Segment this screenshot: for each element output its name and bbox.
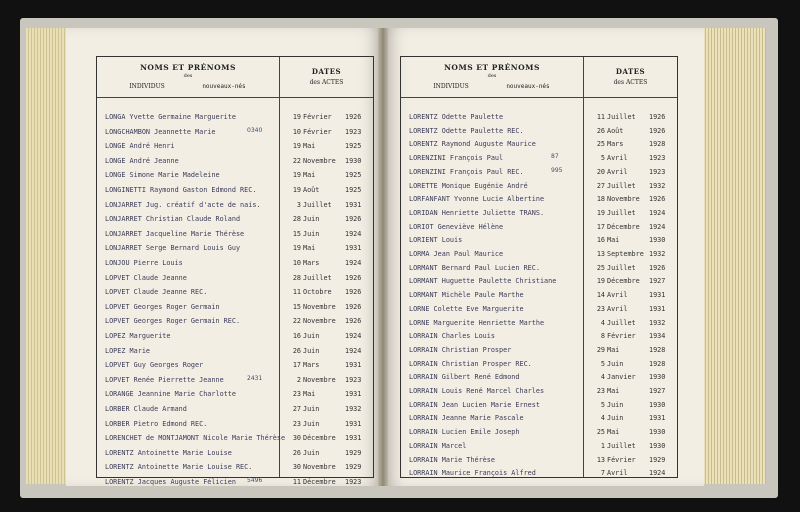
register-entry xyxy=(401,414,677,426)
entry-handwritten-note: 87 xyxy=(551,153,559,161)
entry-month: Mai xyxy=(607,387,620,395)
entry-month: Mai xyxy=(607,345,620,354)
entry-year: 1931 xyxy=(649,414,666,423)
entry-name: LORRAIN Charles Louis xyxy=(409,332,495,341)
entry-name: LONJARRET Jacqueline Marie Thérèse xyxy=(105,229,245,238)
entry-name: LORRAIN Jean Lucien Marie Ernest xyxy=(409,400,540,409)
entry-year: 1931 xyxy=(345,434,362,443)
dates-column-subtitle: des ACTES xyxy=(309,79,344,86)
entry-day: 4 xyxy=(600,318,605,327)
names-column-des: des xyxy=(183,73,193,79)
register-entry xyxy=(401,346,677,358)
entry-month: Juillet xyxy=(607,181,636,190)
entry-day: 11 xyxy=(292,478,301,486)
register-entry xyxy=(401,195,677,207)
entry-day: 15 xyxy=(292,229,301,238)
entry-month: Février xyxy=(303,113,332,121)
entry-name: LORETTE Monique Eugénie André xyxy=(409,181,528,190)
entry-handwritten-note: 0340 xyxy=(247,126,263,134)
entry-month: Juillet xyxy=(607,318,636,327)
entry-year: 1926 xyxy=(649,263,666,272)
entry-handwritten-note: 995 xyxy=(551,166,563,174)
entry-name: LORENTZ Odette Paulette REC. xyxy=(409,126,524,135)
entry-month: Décembre xyxy=(303,434,336,443)
entry-name: LORIENT Louis xyxy=(409,236,463,245)
entry-month: Juillet xyxy=(607,263,636,272)
entry-name: LORMANT Michèle Paule Marthe xyxy=(409,291,524,300)
register-entry xyxy=(97,215,373,227)
entry-month: Mai xyxy=(303,171,316,180)
entry-day: 23 xyxy=(292,419,301,428)
entry-year: 1923 xyxy=(345,478,362,486)
entry-year: 1932 xyxy=(649,181,666,190)
register-entry xyxy=(401,223,677,235)
entry-year: 1931 xyxy=(345,419,362,428)
entry-year: 1923 xyxy=(345,127,362,136)
entry-day: 4 xyxy=(600,373,605,382)
register-entry xyxy=(401,469,677,481)
entry-day: 28 xyxy=(292,273,301,282)
register-entry xyxy=(97,113,373,125)
entry-year: 1926 xyxy=(345,317,362,326)
entry-name: LORBER Claude Armand xyxy=(105,405,187,413)
entry-month: Mars xyxy=(303,361,320,370)
entry-day: 11 xyxy=(292,288,301,297)
entry-day: 25 xyxy=(596,428,605,437)
entry-name: LORRAIN Jeanne Marie Pascale xyxy=(409,414,524,423)
entry-name: LORENTZ Antoinette Marie Louise REC. xyxy=(105,463,253,472)
entry-day: 16 xyxy=(292,332,301,340)
entry-year: 1926 xyxy=(649,126,666,135)
register-entry xyxy=(97,376,373,388)
entry-name: LORENCHET de MONTJAMONT Nicole Marie Thérèse xyxy=(105,434,286,443)
entry-month: Novembre xyxy=(303,156,336,165)
entry-month: Août xyxy=(303,186,320,194)
entry-name: LORRAIN Christian Prosper REC. xyxy=(409,359,532,368)
entry-month: Novembre xyxy=(303,302,336,311)
register-entry xyxy=(97,274,373,286)
register-entry xyxy=(401,442,677,454)
entry-day: 26 xyxy=(292,346,301,355)
entry-year: 1927 xyxy=(649,387,666,395)
nouveaux-nes-label: nouveaux-nés xyxy=(506,83,550,90)
entry-name: LORIOT Geneviève Hélène xyxy=(409,222,504,231)
entry-name: LONJOU Pierre Louis xyxy=(105,259,183,267)
entry-month: Février xyxy=(303,127,332,136)
register-entry xyxy=(401,319,677,331)
register-entry xyxy=(97,244,373,256)
entry-day: 17 xyxy=(292,361,301,370)
left-register-table xyxy=(96,56,374,486)
entry-name: LONJARRET Jug. créatif d'acte de nais. xyxy=(105,200,261,209)
register-entry xyxy=(401,140,677,152)
entry-year: 1924 xyxy=(649,469,666,478)
entry-day: 26 xyxy=(596,126,605,135)
entry-day: 14 xyxy=(596,291,605,300)
entry-name: LORMANT Huguette Paulette Christiane xyxy=(409,277,557,286)
entry-month: Juin xyxy=(303,419,320,428)
entry-day: 13 xyxy=(596,455,605,464)
entry-month: Février xyxy=(607,332,636,341)
entry-month: Juin xyxy=(303,229,320,238)
header-divider xyxy=(401,97,677,98)
entry-month: Mai xyxy=(303,142,316,151)
entry-handwritten-note: 5496 xyxy=(247,477,263,484)
register-entry xyxy=(97,478,373,490)
right-page-edges xyxy=(700,28,766,484)
register-entry xyxy=(97,142,373,154)
register-entry xyxy=(401,401,677,413)
entry-day: 19 xyxy=(292,142,301,151)
entry-name: LORRAIN Lucien Emile Joseph xyxy=(409,428,520,437)
entry-month: Avril xyxy=(607,469,628,478)
entry-day: 7 xyxy=(600,469,605,478)
register-entry xyxy=(401,291,677,303)
entry-month: Janvier xyxy=(607,373,636,382)
entry-day: 5 xyxy=(600,359,605,368)
entry-name: LORENZINI François Paul xyxy=(409,154,504,163)
entry-year: 1923 xyxy=(345,375,362,384)
entry-name: LONJARRET Serge Bernard Louis Guy xyxy=(105,244,241,253)
entry-day: 25 xyxy=(596,263,605,272)
entry-name: LORENTZ Jacques Auguste Félicien xyxy=(105,478,236,486)
register-entry xyxy=(97,259,373,271)
entry-day: 23 xyxy=(596,387,605,395)
entry-name: LONGE Simone Marie Madeleine xyxy=(105,171,220,180)
register-entry xyxy=(97,463,373,475)
entry-name: LOPVET Georges Roger Germain REC. xyxy=(105,317,241,326)
entry-day: 22 xyxy=(292,156,301,165)
entry-day: 30 xyxy=(292,434,301,443)
entry-month: Novembre xyxy=(303,463,336,472)
entry-name: LONGCHAMBON Jeannette Marie xyxy=(105,127,216,136)
entry-day: 19 xyxy=(596,277,605,286)
entry-year: 1929 xyxy=(345,448,362,457)
entry-year: 1932 xyxy=(649,250,666,258)
register-entry xyxy=(97,303,373,315)
entry-day: 13 xyxy=(596,250,605,258)
entry-day: 16 xyxy=(596,236,605,245)
entry-month: Septembre xyxy=(607,250,644,258)
entry-name: LOPEZ Marguerite xyxy=(105,332,171,340)
entry-year: 1930 xyxy=(649,441,666,450)
register-entry xyxy=(97,288,373,300)
entry-day: 18 xyxy=(596,195,605,204)
entry-year: 1931 xyxy=(345,361,362,370)
register-entry xyxy=(401,182,677,194)
entry-year: 1929 xyxy=(649,455,666,464)
entry-day: 27 xyxy=(596,181,605,190)
entry-year: 1923 xyxy=(649,167,666,176)
entry-month: Décembre xyxy=(303,478,336,486)
entry-name: LONGE André Jeanne xyxy=(105,156,179,165)
register-entry xyxy=(401,456,677,468)
entry-day: 23 xyxy=(596,304,605,313)
entry-name: LOPVET Renée Pierrette Jeanne xyxy=(105,375,224,384)
right-register-table xyxy=(400,56,678,478)
entry-month: Décembre xyxy=(607,277,640,286)
individus-label: INDIVIDUS xyxy=(433,83,469,90)
entry-year: 1926 xyxy=(345,288,362,297)
entry-name: LORENTZ Odette Paulette xyxy=(409,113,504,121)
entry-month: Juin xyxy=(303,448,320,457)
register-entry xyxy=(401,168,677,180)
individus-label: INDIVIDUS xyxy=(129,83,165,90)
entry-name: LORNE Marguerite Henriette Marthe xyxy=(409,318,545,327)
entry-year: 1934 xyxy=(649,332,666,341)
dates-column-title: DATES xyxy=(615,67,646,76)
entry-name: LONGE André Henri xyxy=(105,142,175,151)
entry-month: Juin xyxy=(303,215,320,224)
entry-year: 1931 xyxy=(649,291,666,300)
entry-name: LORRAIN Gilbert René Edmond xyxy=(409,373,520,382)
entry-day: 19 xyxy=(292,171,301,180)
entry-month: Avril xyxy=(607,167,628,176)
entry-name: LONJARRET Christian Claude Roland xyxy=(105,215,241,224)
entry-month: Juillet xyxy=(303,273,332,282)
header-divider xyxy=(97,97,373,98)
entry-day: 26 xyxy=(292,448,301,457)
register-entry xyxy=(97,434,373,446)
entry-name: LORRAIN Maurice François Alfred xyxy=(409,469,536,478)
register-entry xyxy=(97,332,373,344)
entry-name: LOPVET Claude Jeanne xyxy=(105,273,187,282)
entry-name: LORMANT Bernard Paul Lucien REC. xyxy=(409,263,540,272)
entry-name: LORRAIN Marie Thérèse xyxy=(409,455,495,464)
register-entry xyxy=(401,277,677,289)
entry-day: 5 xyxy=(600,400,605,409)
entry-month: Juin xyxy=(607,359,624,368)
entry-month: Mai xyxy=(607,428,620,437)
entry-year: 1924 xyxy=(649,208,666,217)
entry-name: LONGINETTI Raymond Gaston Edmond REC. xyxy=(105,186,257,194)
entry-year: 1926 xyxy=(345,113,362,121)
entry-year: 1931 xyxy=(649,304,666,313)
entry-year: 1929 xyxy=(345,463,362,472)
entry-day: 17 xyxy=(596,222,605,231)
entry-year: 1924 xyxy=(345,229,362,238)
entry-name: LORIDAN Henriette Juliette TRANS. xyxy=(409,208,545,217)
entry-year: 1932 xyxy=(345,405,362,413)
entry-day: 19 xyxy=(292,113,301,121)
register-entry xyxy=(401,428,677,440)
entry-day: 22 xyxy=(292,317,301,326)
register-entry xyxy=(401,113,677,125)
register-entry xyxy=(97,347,373,359)
register-entry xyxy=(97,449,373,461)
entry-year: 1927 xyxy=(649,277,666,286)
entry-month: Août xyxy=(607,126,624,135)
entry-year: 1924 xyxy=(345,259,362,267)
entry-month: Novembre xyxy=(303,317,336,326)
book-gutter xyxy=(378,28,388,486)
entry-month: Mai xyxy=(303,390,316,399)
entry-name: LORENTZ Antoinette Marie Louise xyxy=(105,448,232,457)
entry-month: Avril xyxy=(607,304,628,313)
entry-month: Octobre xyxy=(303,288,332,297)
register-entry xyxy=(401,332,677,344)
entry-day: 19 xyxy=(292,186,301,194)
entry-name: LORRAIN Louis René Marcel Charles xyxy=(409,387,545,395)
entry-month: Juillet xyxy=(303,200,332,209)
register-entry xyxy=(401,154,677,166)
entry-name: LORENZINI François Paul REC. xyxy=(409,167,524,176)
register-entry xyxy=(97,420,373,432)
entry-month: Mars xyxy=(303,259,320,267)
entry-month: Mai xyxy=(303,244,316,253)
register-entry xyxy=(97,186,373,198)
entry-year: 1930 xyxy=(649,373,666,382)
entry-month: Mai xyxy=(607,236,620,245)
register-entry xyxy=(97,317,373,329)
entry-day: 2 xyxy=(296,375,301,384)
entry-day: 3 xyxy=(296,200,301,209)
entry-name: LORRAIN Christian Prosper xyxy=(409,345,512,354)
entry-name: LOPVET Guy Georges Roger xyxy=(105,361,204,370)
entry-day: 19 xyxy=(292,244,301,253)
register-entry xyxy=(97,171,373,183)
register-entry xyxy=(401,373,677,385)
register-entry xyxy=(401,264,677,276)
register-entry xyxy=(401,236,677,248)
entry-year: 1923 xyxy=(649,154,666,163)
entry-day: 10 xyxy=(292,259,301,267)
entry-month: Juillet xyxy=(607,208,636,217)
entry-name: LORFANFANT Yvonne Lucie Albertine xyxy=(409,195,545,204)
entry-month: Avril xyxy=(607,154,628,163)
register-entry xyxy=(97,390,373,402)
entry-month: Novembre xyxy=(607,195,640,204)
entry-year: 1931 xyxy=(345,244,362,253)
entry-month: Juillet xyxy=(607,113,636,121)
entry-day: 25 xyxy=(596,140,605,149)
entry-month: Juin xyxy=(303,405,320,413)
entry-day: 4 xyxy=(600,414,605,423)
entry-year: 1926 xyxy=(649,113,666,121)
entry-month: Juin xyxy=(303,346,320,355)
entry-year: 1930 xyxy=(345,156,362,165)
entry-year: 1931 xyxy=(345,390,362,399)
register-entry xyxy=(401,305,677,317)
entry-day: 11 xyxy=(596,113,605,121)
register-entry xyxy=(401,360,677,372)
entry-handwritten-note: 2431 xyxy=(247,374,263,382)
register-entry xyxy=(401,209,677,221)
dates-column-title: DATES xyxy=(311,67,342,76)
entry-name: LORBER Pietro Edmond REC. xyxy=(105,419,208,428)
entry-day: 5 xyxy=(600,154,605,163)
entry-year: 1928 xyxy=(649,359,666,368)
register-entry xyxy=(401,127,677,139)
entry-month: Juillet xyxy=(607,441,636,450)
entry-day: 29 xyxy=(596,345,605,354)
names-column-title: NOMS ET PRÉNOMS xyxy=(140,63,236,72)
entry-year: 1924 xyxy=(345,346,362,355)
entry-day: 23 xyxy=(292,390,301,399)
entry-day: 28 xyxy=(292,215,301,224)
entry-year: 1930 xyxy=(649,400,666,409)
register-entry xyxy=(401,250,677,262)
names-column-des: des xyxy=(487,73,497,79)
entry-year: 1924 xyxy=(649,222,666,231)
entry-year: 1930 xyxy=(649,236,666,245)
register-entry xyxy=(401,387,677,399)
entry-name: LOPVET Georges Roger Germain xyxy=(105,302,220,311)
entry-name: LORANGE Jeannine Marie Charlotte xyxy=(105,390,236,399)
names-column-title: NOMS ET PRÉNOMS xyxy=(444,63,540,72)
entry-month: Décembre xyxy=(607,222,640,231)
entry-year: 1925 xyxy=(345,142,362,151)
entry-year: 1926 xyxy=(345,302,362,311)
entry-month: Juin xyxy=(607,414,624,423)
entry-year: 1926 xyxy=(345,273,362,282)
entry-day: 30 xyxy=(292,463,301,472)
entry-year: 1924 xyxy=(345,332,362,340)
entry-day: 8 xyxy=(600,332,605,341)
entry-year: 1926 xyxy=(649,195,666,204)
entry-day: 1 xyxy=(600,441,605,450)
register-entry xyxy=(97,157,373,169)
entry-month: Novembre xyxy=(303,375,336,384)
entry-name: LONGA Yvette Germaine Marguerite xyxy=(105,113,236,121)
entry-year: 1931 xyxy=(345,200,362,209)
entry-year: 1925 xyxy=(345,171,362,180)
entry-name: LORRAIN Marcel xyxy=(409,441,467,450)
register-entry xyxy=(97,405,373,417)
register-entry xyxy=(97,361,373,373)
entry-month: Février xyxy=(607,455,636,464)
entry-month: Avril xyxy=(607,291,628,300)
entry-day: 27 xyxy=(292,405,301,413)
entry-year: 1930 xyxy=(649,428,666,437)
entry-month: Mars xyxy=(607,140,624,149)
entry-year: 1928 xyxy=(649,140,666,149)
entry-day: 10 xyxy=(292,127,301,136)
register-entry xyxy=(97,128,373,140)
entry-name: LORMA Jean Paul Maurice xyxy=(409,250,504,258)
entry-name: LOPVET Claude Jeanne REC. xyxy=(105,288,208,297)
register-entry xyxy=(97,230,373,242)
entry-year: 1925 xyxy=(345,186,362,194)
entry-year: 1928 xyxy=(649,345,666,354)
entry-month: Juin xyxy=(607,400,624,409)
entry-day: 15 xyxy=(292,302,301,311)
entry-year: 1932 xyxy=(649,318,666,327)
entry-day: 19 xyxy=(596,208,605,217)
entry-month: Juin xyxy=(303,332,320,340)
entry-year: 1926 xyxy=(345,215,362,224)
entry-day: 20 xyxy=(596,167,605,176)
entry-name: LORENTZ Raymond Auguste Maurice xyxy=(409,140,536,149)
register-entry xyxy=(97,201,373,213)
entry-name: LOPEZ Marie xyxy=(105,346,151,355)
nouveaux-nes-label: nouveaux-nés xyxy=(202,83,246,90)
dates-column-subtitle: des ACTES xyxy=(613,79,648,86)
entry-name: LORNE Colette Eve Marguerite xyxy=(409,304,524,313)
